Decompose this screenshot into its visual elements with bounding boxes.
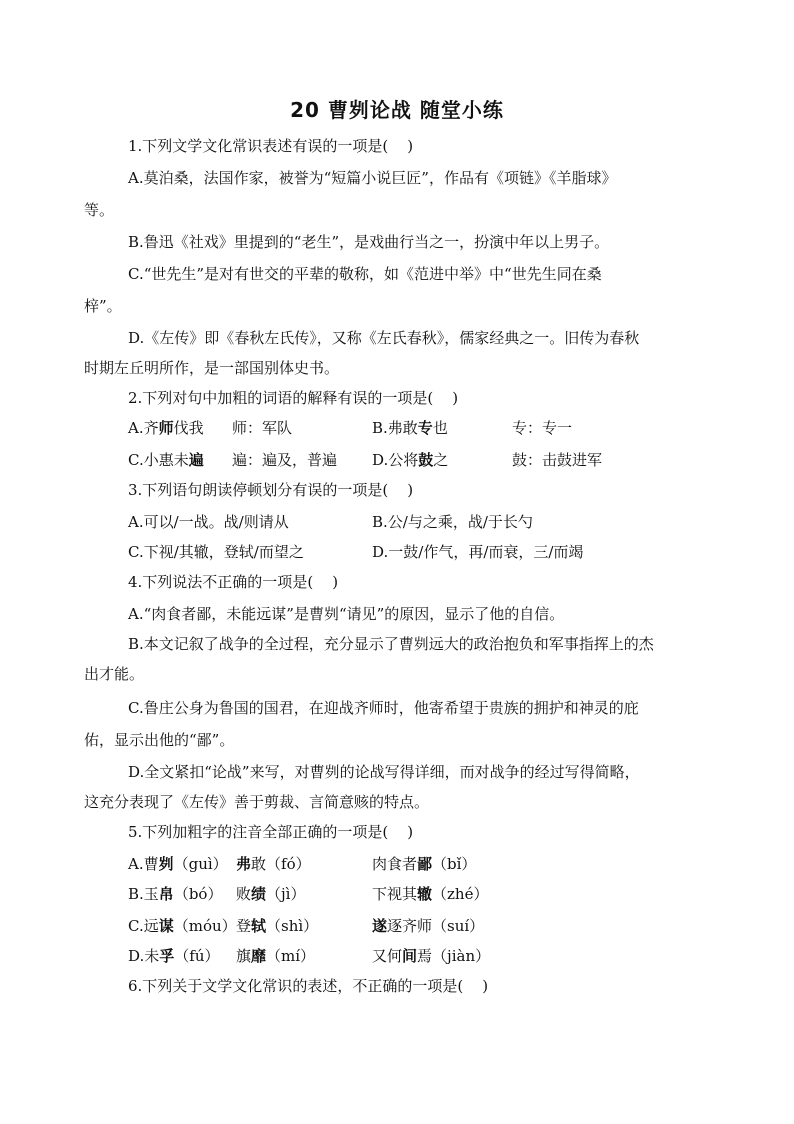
- q4-option-c: C.鲁庄公身为鲁国的国君，在迎战齐师时，他寄希望于贵族的拥护和神灵的庇: [128, 699, 639, 717]
- q5-option-d-item2: 旗靡（mí）: [236, 947, 316, 965]
- q2-option-c-gloss: 遍：遍及，普遍: [232, 451, 338, 469]
- q1-option-d: D.《左传》即《春秋左氏传》，又称《左氏春秋》，儒家经典之一。旧传为春秋: [128, 329, 640, 347]
- q2-option-d-gloss: 鼓：击鼓进军: [512, 451, 603, 469]
- q1-option-a: A.莫泊桑，法国作家，被誉为“短篇小说巨匠”，作品有《项链》《羊脂球》: [128, 169, 617, 187]
- q5-option-d-item3: 又何间焉（jiàn）: [372, 947, 491, 965]
- q3-option-a: A.可以/一战。战/则请从: [128, 513, 289, 531]
- q3-option-d: D.一鼓/作气，再/而衰，三/而竭: [372, 543, 584, 561]
- q5-stem: 5.下列加粗字的注音全部正确的一项是( ): [128, 823, 414, 841]
- q5-option-c-item1: C.远谋（móu）: [128, 917, 237, 935]
- q4-option-a: A.“肉食者鄙，未能远谋”是曹刿“请见”的原因，显示了他的自信。: [128, 605, 565, 623]
- q2-option-d: D.公将鼓之: [372, 451, 449, 469]
- q4-stem: 4.下列说法不正确的一项是( ): [128, 573, 339, 591]
- q3-option-c: C.下视/其辙，登轼/而望之: [128, 543, 304, 561]
- q2-option-b: B.弗敢专也: [372, 419, 448, 437]
- q3-stem: 3.下列语句朗读停顿划分有误的一项是( ): [128, 481, 414, 499]
- q2-stem: 2.下列对句中加粗的词语的解释有误的一项是( ): [128, 389, 459, 407]
- q4-option-d-cont: 这充分表现了《左传》善于剪裁、言简意赅的特点。: [84, 793, 430, 811]
- q1-stem: 1.下列文学文化常识表述有误的一项是( ): [128, 137, 414, 155]
- q5-option-a-item3: 肉食者鄙（bǐ）: [372, 855, 477, 873]
- q2-option-a: A.齐师伐我: [128, 419, 204, 437]
- q5-option-b-item2: 败绩（jì）: [236, 885, 306, 903]
- q1-option-d-cont: 时期左丘明所作，是一部国别体史书。: [84, 359, 340, 377]
- q5-option-d-item1: D.未孚（fú）: [128, 947, 220, 965]
- q5-option-c-item3: 遂逐齐师（suí）: [372, 917, 485, 935]
- q5-option-b-item3: 下视其辙（zhé）: [372, 885, 489, 903]
- q5-option-b-item1: B.玉帛（bó）: [128, 885, 223, 903]
- q5-option-a-item1: A.曹刿（guì）: [128, 855, 228, 873]
- q2-option-a-gloss: 师：军队: [232, 419, 293, 437]
- q4-option-b: B.本文记叙了战争的全过程，充分显示了曹刿远大的政治抱负和军事指挥上的杰: [128, 635, 654, 653]
- page-title: 20 曹刿论战 随堂小练: [290, 98, 504, 122]
- q1-option-b: B.鲁迅《社戏》里提到的“老生”，是戏曲行当之一，扮演中年以上男子。: [128, 233, 610, 251]
- q1-option-c: C.“世先生”是对有世交的平辈的敬称，如《范进中举》中“世先生同在桑: [128, 265, 602, 283]
- q4-option-c-cont: 佑，显示出他的“鄙”。: [84, 731, 235, 749]
- q2-option-c: C.小惠未遍: [128, 451, 204, 469]
- q1-option-a-cont: 等。: [84, 201, 115, 219]
- q4-option-b-cont: 出才能。: [84, 665, 145, 683]
- q4-option-d: D.全文紧扣“论战”来写，对曹刿的论战写得详细，而对战争的经过写得简略，: [128, 763, 640, 781]
- q5-option-c-item2: 登轼（shì）: [236, 917, 319, 935]
- q6-stem: 6.下列关于文学文化常识的表述，不正确的一项是( ): [128, 977, 489, 995]
- q3-option-b: B.公/与之乘，战/于长勺: [372, 513, 533, 531]
- q2-option-b-gloss: 专：专一: [512, 419, 573, 437]
- q5-option-a-item2: 弗敢（fó）: [236, 855, 311, 873]
- q1-option-c-cont: 梓”。: [84, 297, 122, 315]
